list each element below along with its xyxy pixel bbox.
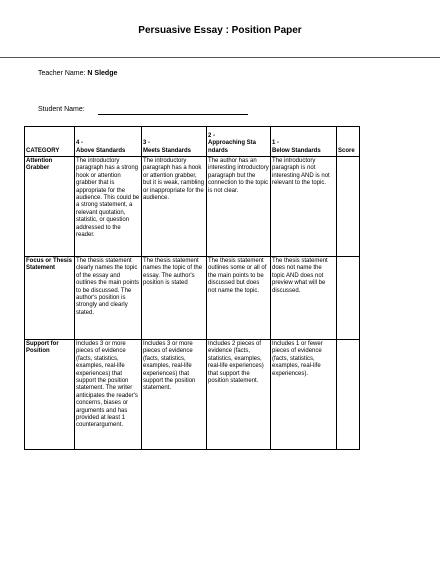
header-num: 4 - bbox=[76, 140, 84, 147]
header-1 bbox=[271, 127, 337, 157]
header-num: 2 - bbox=[208, 132, 216, 139]
rubric-cell: The thesis statement outlines some or all of the main points to be discussed but does not name the topic. bbox=[207, 257, 271, 340]
rubric-cell: The introductory paragraph is not interesting AND is not relevant to the topic. bbox=[271, 157, 337, 257]
score-cell[interactable] bbox=[337, 340, 360, 450]
header-label: Below Standards bbox=[272, 147, 321, 154]
header-category bbox=[25, 127, 75, 157]
header-label: Meets Standards bbox=[143, 147, 192, 154]
student-name-field[interactable] bbox=[98, 114, 248, 115]
rubric-cell: The thesis statement clearly names the topic of the essay and outlines the main points to be discussed. The author's position is strongly and clearly stated. bbox=[75, 257, 142, 340]
header-3 bbox=[142, 127, 207, 157]
rubric-cell: Includes 2 pieces of evidence (facts, statistics, examples, real-life experiences) that support the position statement. bbox=[207, 340, 271, 450]
header-label: Above Standards bbox=[76, 147, 126, 154]
header-label: CATEGORY bbox=[26, 147, 60, 154]
divider bbox=[0, 57, 440, 58]
header-2 bbox=[207, 127, 271, 157]
header-4 bbox=[75, 127, 142, 157]
rubric-cell: Includes 3 or more pieces of evidence (facts, statistics, examples, real-life experiences) that support the position statement. The writer anticipates the reader's concerns, biases or arguments and has provided at least 1 counterargument. bbox=[75, 340, 142, 450]
rubric-cell: The introductory paragraph has a strong hook or attention grabber that is appropriate for the audience. This could be a strong statement, a relevant quotation, statistic, or question addressed to the reader. bbox=[75, 157, 142, 257]
student-label: Student Name: bbox=[38, 106, 85, 113]
score-cell[interactable] bbox=[337, 157, 360, 257]
rubric-cell: The author has an interesting introductory paragraph but the connection to the topic is not clear. bbox=[207, 157, 271, 257]
page-title: Persuasive Essay : Position Paper bbox=[138, 25, 302, 36]
rubric-cell: The thesis statement names the topic of the essay. The author's position is stated bbox=[142, 257, 207, 340]
rubric-cell: The thesis statement does not name the topic AND does not preview what will be discussed. bbox=[271, 257, 337, 340]
rubric-table bbox=[24, 126, 360, 450]
header-num: 1 - bbox=[272, 140, 280, 147]
category-cell: Support for Position bbox=[25, 340, 75, 450]
rubric-cell: The introductory paragraph has a hook or attention grabber, but it is weak, rambling or inappropriate for the audience. bbox=[142, 157, 207, 257]
header-row bbox=[25, 127, 360, 157]
category-cell: Focus or Thesis Statement bbox=[25, 257, 75, 340]
rubric-cell: Includes 1 or fewer pieces of evidence (facts, statistics, examples, real-life experiences). bbox=[271, 340, 337, 450]
header-num: 3 - bbox=[143, 140, 151, 147]
category-cell: Attention Grabber bbox=[25, 157, 75, 257]
teacher-label: Teacher Name: bbox=[38, 70, 86, 77]
teacher-name: N Sledge bbox=[87, 70, 118, 77]
header-score bbox=[337, 127, 360, 157]
table-row bbox=[25, 340, 360, 450]
header-label: Score bbox=[338, 147, 355, 154]
teacher-row bbox=[38, 70, 117, 77]
rubric-cell: Includes 3 or more pieces of evidence (facts, statistics, examples, real-life experiences) that support the position statement. bbox=[142, 340, 207, 450]
score-cell[interactable] bbox=[337, 257, 360, 340]
table-row bbox=[25, 257, 360, 340]
table-row bbox=[25, 157, 360, 257]
header-label: Approaching Sta ndards bbox=[208, 140, 257, 154]
